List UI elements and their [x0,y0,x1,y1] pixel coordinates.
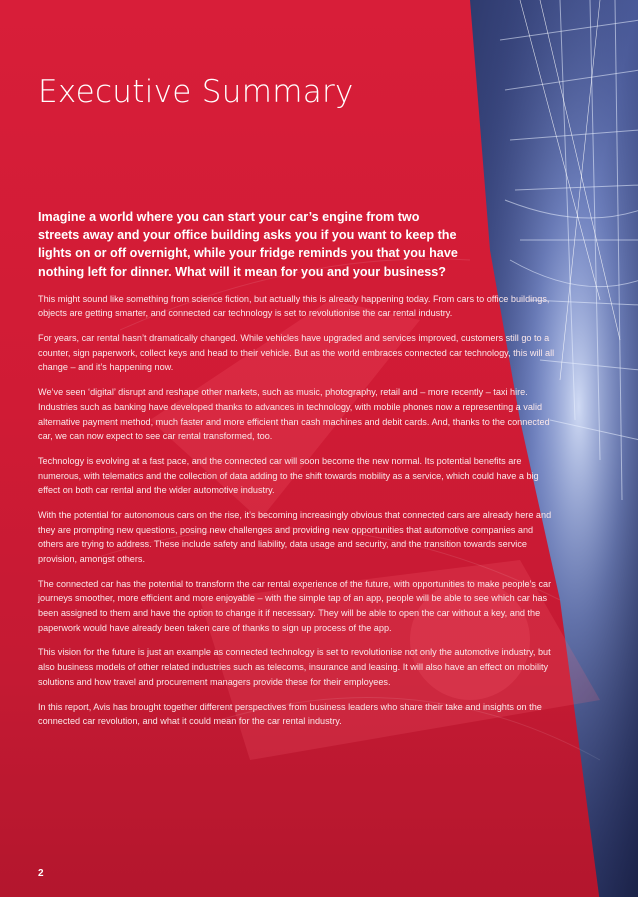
body-paragraph-2: For years, car rental hasn’t dramatically changed. While vehicles have upgraded and services improved, customers still go to a counter, sign paperwork, collect keys and head to their vehicle. But as the world embraces connected car technology, this will all change – and it’s happening now. [38,333,555,373]
body-paragraph-7: This vision for the future is just an example as connected technology is set to revolutionise not only the automotive industry, but also business models of other related industries such as telecoms, insurance and leasing. It will also have an effect on mobility solutions and how travel and procurement managers provide these for their employees. [38,647,551,687]
page-title: Executive Summary [38,74,354,110]
body-paragraph-4: Technology is evolving at a fast pace, and the connected car will soon become the new normal. Its potential benefits are numerous, with telematics and the collection of data adding to the shift towards mobility as a service, which could have a big effect on both car rental and the wider automotive industry. [38,456,539,496]
page-number: 2 [38,868,44,879]
lead-paragraph: Imagine a world where you can start your car’s engine from two streets away and your office building asks you if you want to keep the lights on or off overnight, while your fridge reminds you that you have nothing left for dinner. What will it mean for you and your business? [38,210,458,279]
body-paragraph-1: This might sound like something from science fiction, but actually this is already happening today. From cars to office buildings, objects are getting smarter, and connected car technology is set to revolutionise the car rental industry. [38,293,550,319]
body-paragraph-8: In this report, Avis has brought together different perspectives from business leaders who share their take and insights on the connected car revolution, and what it could mean for the car rental industry. [38,701,542,727]
page-bottom-edge [0,897,638,903]
body-paragraph-6: The connected car has the potential to transform the car rental experience of the future, with opportunities to make people’s car journeys smoother, more efficient and more enjoyable – with the simple tap of an app, people will be able to see which car has been assigned to them and have the option to change it if necessary. They will be able to open the car without a key, and the paperwork would have already been taken care of thanks to sign up process of the app. [38,578,552,633]
body-paragraph-3: We’ve seen ‘digital’ disrupt and reshape other markets, such as music, photography, retail and – more recently – taxi hire. Industries such as banking have developed thanks to advances in technology, with mobile phones now a representing a valid alternative payment method, much faster and more efficient than cash machines and debit cards. And, thanks to the connected car, we can now expect to see car rental transformed, too. [38,387,550,442]
body-paragraph-5: With the potential for autonomous cars on the rise, it’s becoming increasingly obvious that connected cars are already here and they are prompting new questions, posing new challenges and providing new opportunities that automotive companies and others are trying to address. These include safety and liability, data usage and security, and the transition towards service provision, amongst others. [38,510,552,564]
summary-body [38,208,558,739]
